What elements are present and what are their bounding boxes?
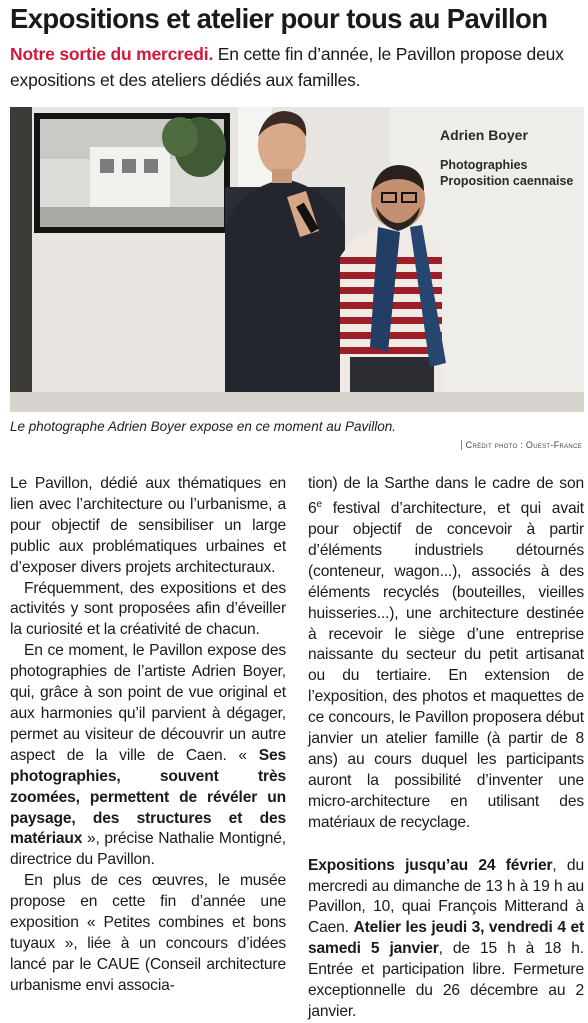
practical-info (308, 856, 584, 1023)
sign-name: Adrien Boyer (440, 127, 528, 143)
info-bold: Expositions jusqu’au 24 février (308, 856, 553, 874)
text-run: », précise Nathalie Montigné, directrice du Pavillon. (10, 830, 286, 869)
text-run: festival d’architecture, et qui avait pour objectif de concevoir à partir d’éléments industriels détournés (conteneur, wagon...), associés à des éléments recyclés (bouteilles, vieilles huisseries...), une architecture destinée à recevoir le siège d’une entreprise naissante du secteur du petit artisanat ou du tertiaire. En extension de l’exposition, des photos et maquettes de ce concours, le Pavillon proposera début janvier un atelier famille (à partir de 8 ans) au cours duquel les participants auront la possibilité d’inventer une micro-architecture en utilisant des matériaux de recyclage. (308, 500, 584, 831)
photo-caption: Le photographe Adrien Boyer expose en ce moment au Pavillon. (10, 419, 396, 434)
photo-illustration (10, 107, 584, 412)
paragraph: Le Pavillon, dédié aux thématiques en lien avec l’architecture ou l’urbanisme, a pour objectif de sensibiliser un large public aux problématiques urbaines et d’exposer divers projets architecturaux. (10, 475, 286, 576)
chapo (10, 41, 584, 93)
text-run: , du mercredi au dimanche de 13 h à 19 h au Pavillon, 10, quai François Mitterand à Caen. (308, 856, 584, 937)
text-run: , de 15 h à 18 h. Entrée et participation libre. Fermeture exceptionnelle du 26 décembre au 2 janvier. (308, 940, 584, 1020)
paragraph (308, 474, 584, 834)
info-bold: Atelier les jeudi 3, vendredi 4 et samedi 5 janvier (308, 919, 585, 958)
chapo-lead: Notre sortie du mercredi. (10, 44, 214, 64)
paragraph: En plus de ces œuvres, le musée propose en cette fin d’année une exposition « Petites combines et bons tuyaux », liée à un concours d’idées lancé par le CAUE (Conseil architecture urbanisme envi associa- (10, 872, 286, 994)
photo-credit: Crédit photo : Ouest-France (461, 440, 582, 450)
article-photo (10, 107, 584, 412)
superscript: e (316, 498, 322, 510)
column-right (308, 474, 584, 1023)
chapo-text: En cette fin d’année, le Pavillon propose deux expositions et des ateliers dédiés aux familles. (10, 44, 564, 90)
sign-line1: Photographies (440, 158, 528, 172)
quote-bold: Ses photographies, souvent très zoomées, permettent de révéler un paysage, des structures et des matériaux (10, 746, 286, 848)
text-run: tion) de la Sarthe dans le cadre de son 6 (308, 475, 584, 518)
headline: Expositions et atelier pour tous au Pavillon (10, 3, 548, 34)
paragraph (10, 641, 286, 871)
text-run: En ce moment, le Pavillon expose des photographies de l’artiste Adrien Boyer, qui, grâce à son point de vue original et aux harmonies qu’il parvient à dégager, permet au visiteur de découvrir un autre aspect de la ville de Caen. « (10, 642, 286, 764)
paragraph: Fréquemment, des expositions et des activités y sont proposées afin d’éveiller la curiosité et la créativité de chacun. (10, 579, 286, 639)
sign-line2: Proposition caennaise (440, 174, 574, 188)
column-left (10, 474, 286, 997)
